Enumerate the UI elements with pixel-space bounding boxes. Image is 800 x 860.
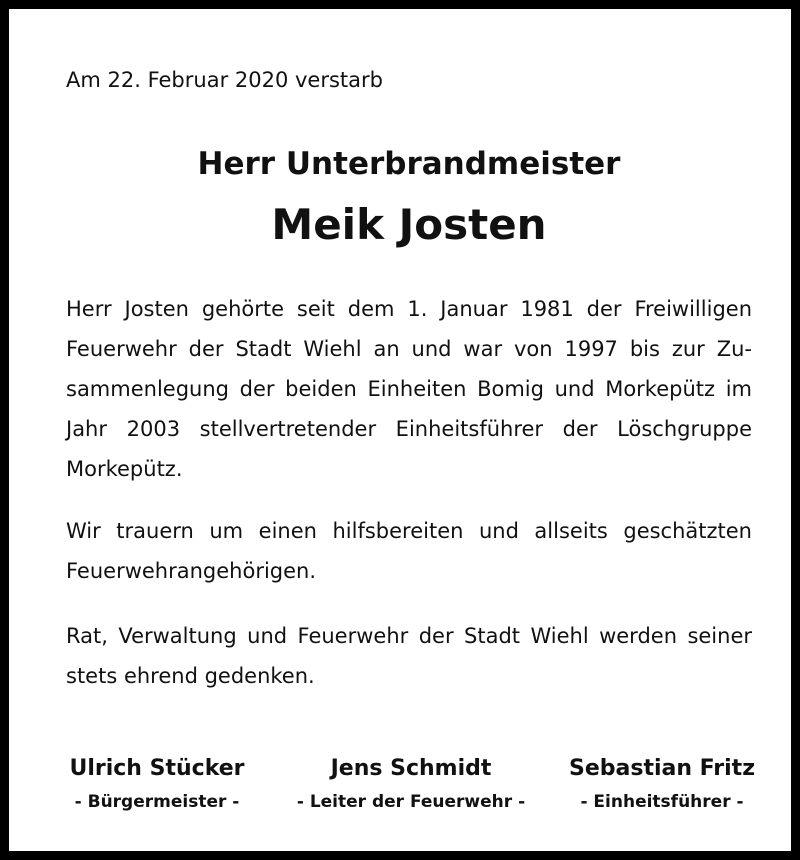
signature-block: [27, 751, 287, 817]
remembrance-paragraph: Rat, Verwaltung und Feuerwehr der Stadt Wiehl werden seiner stets ehrend gedenken.: [66, 624, 752, 688]
signatory-role: - Bürgermeister -: [74, 792, 240, 812]
intro-line: Am 22. Februar 2020 verstarb: [66, 68, 383, 92]
signature-block: [281, 751, 541, 817]
deceased-name: Meik Josten: [271, 200, 547, 249]
signatory-role: - Einheitsführer -: [580, 792, 744, 812]
mourning-paragraph: Wir trauern um einen hilfsbereiten und allseits geschätzten Feuerwehrangehörigen.: [66, 519, 752, 583]
signatory-role: - Leiter der Feuerwehr -: [296, 792, 526, 812]
signature-block: [532, 751, 792, 817]
rank-heading: Herr Unterbrandmeister: [197, 146, 621, 182]
biography-paragraph: Herr Josten gehörte seit dem 1. Januar 1981 der Freiwilligen Feuerwehr der Stadt Wiehl an und war von 1997 bis zur Zusammenlegung der beiden Einheiten Bomig und Morkepütz im Jahr 2003 stellvertretender Einheitsführer der Löschgruppe Morkepütz.: [66, 297, 752, 481]
signatory-name: Sebastian Fritz: [568, 756, 755, 781]
signatory-name: Ulrich Stücker: [69, 756, 245, 781]
signatory-name: Jens Schmidt: [330, 756, 492, 781]
